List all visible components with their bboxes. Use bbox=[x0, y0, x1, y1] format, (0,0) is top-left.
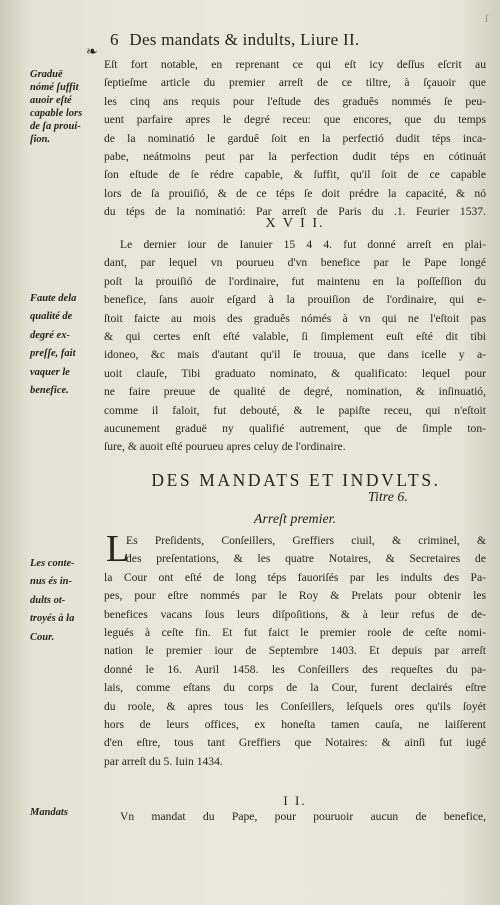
running-header bbox=[110, 30, 480, 50]
text-line: legués à ceſte fin. Et fut faict le premier roole de ceſte nomi- bbox=[104, 625, 486, 639]
text-line: lors de ſa prouiſió, & de ce téps ſe doit prédre la capacité, & nó bbox=[104, 186, 486, 200]
text-line: Le dernier iour de Ianuier 15 4 4. fut donné arreſt en plai- bbox=[120, 238, 486, 251]
text-line: ſon eſtude de ſe rédre capable, & ſuffit, qu'il ſoit de ce capable bbox=[104, 168, 486, 182]
text-line: la Cour ont eſté de long téps fauoriſés par les indults des Pa- bbox=[104, 570, 486, 584]
text-line: Eſt fort notable, en reprenant ce qui eſt icy deſſus eſcrit au bbox=[104, 58, 486, 71]
text-line: Vn mandat du Pape, pour pouruoir aucun de benefice, bbox=[120, 810, 486, 823]
text-line: comme il faloit, fut debouté, & le papiſte receu, qui n'eſtoit bbox=[104, 403, 486, 417]
margin-line: Mandats bbox=[30, 807, 68, 818]
text-line: du roole, & apres tous les Conſeillers, leſquels ores qu'ils ſoyét bbox=[104, 699, 486, 713]
text-line: benefice, ſans auoir eſgard à la prouiſion de l'ordinaire, qui e- bbox=[104, 293, 486, 307]
text-line: hors de leurs offices, ex honeſta tamen cauſa, ne laiſſerent bbox=[104, 717, 486, 731]
section-number-xvii: X V I I. bbox=[265, 216, 325, 231]
margin-line: Les conte- bbox=[30, 558, 75, 569]
page-number: 6 bbox=[110, 30, 119, 49]
paragraph-graduate-capacity bbox=[104, 56, 486, 222]
chapter-title: DES MANDATS ET INDVLTS. bbox=[151, 470, 441, 490]
margin-line: benefice. bbox=[30, 385, 69, 397]
margin-note-mandats bbox=[30, 806, 100, 819]
margin-note-gradue bbox=[30, 68, 100, 146]
text-line: ſtoit faicte au mois des graduês nómés à vn qui ne l'eſtoit pas bbox=[104, 311, 486, 325]
text-line: de la nominatió le garduê ſoit en la perfectió dudit téps inca- bbox=[104, 131, 486, 145]
paragraph-january-decree bbox=[104, 236, 486, 457]
text-line: lais, comme eſtans du corps de la Cour, furent declairés eſtre bbox=[104, 681, 486, 695]
margin-line: nómé ſuffit bbox=[30, 82, 79, 93]
paragraph-indults bbox=[104, 532, 486, 771]
margin-note-contenus bbox=[30, 555, 100, 647]
text-line: donné le 16. Auril 1458. les Conſeillers des requeſtes du pa- bbox=[104, 662, 486, 676]
section-number-ii: I I. bbox=[283, 793, 307, 808]
text-line: par arreſt du 5. Iuin 1434. bbox=[104, 754, 223, 768]
margin-line: de ſa proui- bbox=[30, 121, 81, 132]
text-line: benefices vacans ſous leurs diſpoſitions, & à leur refus de de- bbox=[104, 607, 486, 621]
text-line: ne faire preuue de qualité de degré, nomination, & inſinuatió, bbox=[104, 385, 486, 399]
paragraph-mandat bbox=[104, 808, 486, 826]
text-line: Es Preſidents, Conſeillers, Greffiers ciuil, & criminel, & bbox=[126, 534, 486, 547]
margin-line: degré ex- bbox=[30, 329, 70, 341]
margin-line: qualité de bbox=[30, 311, 73, 323]
signature-mark: ſ bbox=[485, 14, 488, 25]
text-line: uent parfaire apres le degré receu: que encores, que du temps bbox=[104, 113, 486, 127]
text-line: les cinq ans requis pour l'eſtude des graduês nommés ſe peu- bbox=[104, 94, 486, 108]
text-line: des preſentations, & les quatre Notaires, & Secretaires de bbox=[126, 552, 486, 566]
text-line: dant, par lequel vn pourueu d'vn benefice par le Pape longé bbox=[104, 256, 486, 270]
arrest-heading: Arreſt premier. bbox=[253, 512, 337, 527]
fleuron-ornament-icon: ❧ bbox=[86, 45, 98, 60]
text-line: nation le premier iour de Septembre 1403. Et depuis par arreſt bbox=[104, 644, 486, 658]
margin-line: nus és in- bbox=[30, 576, 73, 588]
text-line: idoneo, &c mais d'autant qu'il ſe trouua, que dans icelle y a- bbox=[104, 348, 486, 362]
margin-line: Graduë bbox=[30, 69, 63, 80]
margin-line: dults ot- bbox=[30, 594, 66, 606]
text-line: uoit clauſe, Tibi graduato nominato, & qualificato: lequel pour bbox=[104, 366, 486, 380]
margin-note-faute bbox=[30, 290, 100, 400]
text-line: & qui certes enſt eſté valable, ſi ſimplement euſt eſté dit tibi bbox=[104, 329, 486, 343]
text-line: ſure, & auoit eſté pourueu apres celuy de l'ordinaire. bbox=[104, 440, 346, 454]
text-line: ſeptieſme article du premier arreſt de ce tiltre, à ſçauoir que bbox=[104, 76, 486, 90]
text-line: pabe, neátmoins peut par la perfection dudit téps en cótinuát bbox=[104, 149, 486, 163]
title-number: Titre 6. bbox=[368, 490, 408, 505]
margin-line: troyés à la bbox=[30, 613, 75, 625]
margin-line: capable lors bbox=[30, 108, 83, 119]
running-title: Des mandats & indults, Liure II. bbox=[129, 30, 360, 49]
margin-line: Faute dela bbox=[30, 293, 77, 304]
text-line: du téps de la nominatió: Par arreſt de Paris du .1. Feurier 1537. bbox=[104, 205, 486, 219]
text-line: poſt la prouiſió de l'ordinaire, fut maintenu en la poſſeſſion du bbox=[104, 274, 486, 288]
text-line: pes, pour eſtre nommés par le Roy & Prelats pour obtenir les bbox=[104, 589, 486, 603]
margin-line: preſſe, fait bbox=[30, 348, 76, 360]
text-line: aucunement graduë ny qualifié autrement, que de ſimple ton- bbox=[104, 421, 486, 435]
drop-cap: L bbox=[106, 528, 130, 570]
text-line: d'en eſtre, tous tant Greffiers que Notaires: & ainſi fut iugé bbox=[104, 736, 486, 750]
margin-line: auoir eſté bbox=[30, 95, 72, 106]
margin-line: vaquer le bbox=[30, 366, 70, 378]
margin-line: ſion. bbox=[30, 134, 51, 145]
margin-line: Cour. bbox=[30, 631, 55, 643]
